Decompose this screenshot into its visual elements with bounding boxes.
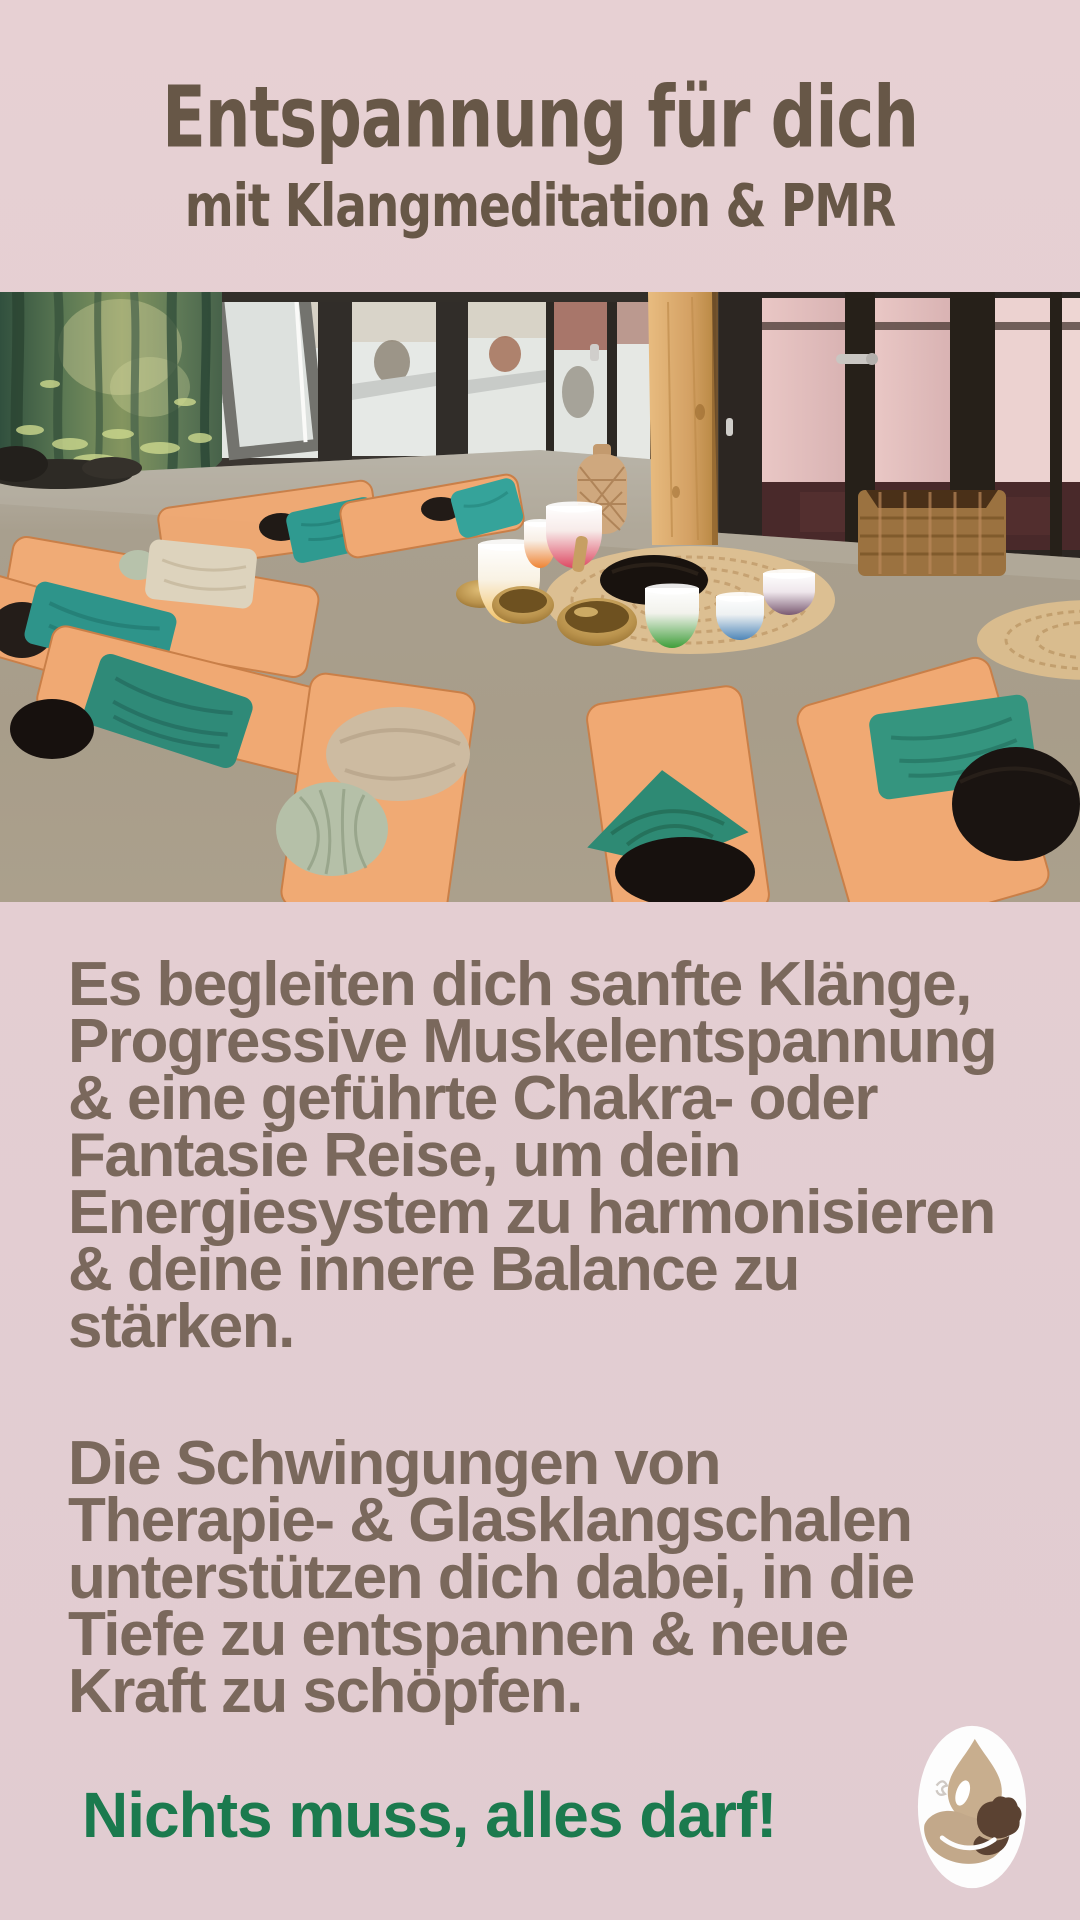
wood-post	[648, 292, 718, 545]
yoga-studio-photo	[0, 292, 1080, 902]
body-line: Tiefe zu entspannen & neue	[68, 1600, 848, 1669]
body-line: Progressive Muskelentspannung	[68, 1007, 997, 1076]
slogan-text: Nichts muss, alles darf!	[82, 1779, 777, 1851]
body-line: & eine geführte Chakra- oder	[68, 1064, 877, 1133]
meditation-cushion	[10, 699, 94, 759]
body-line: Energiesystem zu harmonisieren	[68, 1178, 995, 1247]
body-line: Therapie- & Glasklangschalen	[68, 1486, 912, 1555]
zafu-sage	[276, 782, 388, 876]
body-line: Es begleiten dich sanfte Klänge,	[68, 950, 971, 1019]
paragraph-2	[68, 1429, 1048, 1726]
body-line: unterstützen dich dabei, in die	[68, 1543, 914, 1612]
body-copy	[68, 950, 1048, 1726]
body-line: Fantasie Reise, um dein	[68, 1121, 740, 1190]
blanket-cream	[144, 539, 258, 610]
body-line: Die Schwingungen von	[68, 1429, 721, 1498]
meditation-cushion	[952, 747, 1080, 861]
paragraph-1	[68, 950, 1048, 1361]
page-title: Entspannung für dich	[162, 70, 918, 168]
drop-in-hands-logo	[916, 1724, 1028, 1890]
body-line: & deine innere Balance zu	[68, 1235, 799, 1304]
body-line: stärken.	[68, 1292, 294, 1361]
open-window	[218, 292, 320, 454]
page-subtitle: mit Klangmeditation & PMR	[184, 172, 896, 242]
body-line: Kraft zu schöpfen.	[68, 1657, 582, 1726]
wicker-basket	[858, 490, 1006, 576]
